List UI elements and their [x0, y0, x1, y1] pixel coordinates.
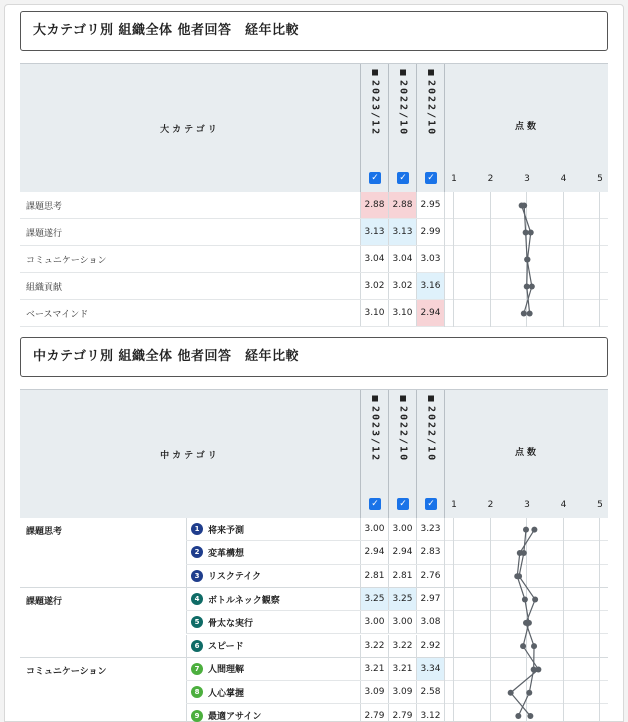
data-point [521, 311, 527, 317]
data-point [535, 666, 541, 672]
number-badge-icon: 9 [191, 710, 203, 722]
data-point [522, 597, 528, 603]
data-point [529, 284, 535, 290]
major-category-header: 大カテゴリ [160, 125, 220, 135]
score-cell: 2.97 [416, 588, 444, 610]
score-label: 点数 [514, 122, 539, 132]
middle-category-table [20, 389, 608, 722]
data-point [521, 203, 527, 209]
subcategory-text: 骨太な実行 [208, 618, 254, 629]
subcategory-text: スピード [208, 642, 244, 653]
axis-tick-label: 4 [560, 174, 567, 184]
number-badge-icon: 4 [191, 593, 203, 605]
axis-tick-label: 3 [524, 174, 530, 184]
middle-category-header: 中カテゴリ [160, 451, 220, 461]
category-label: ベースマインド [26, 309, 89, 320]
score-cell: 2.94 [360, 541, 388, 563]
score-cell: 3.22 [388, 635, 416, 657]
number-badge-icon: 2 [191, 546, 203, 558]
score-cell: 2.92 [416, 635, 444, 657]
axis-tick-label: 2 [487, 500, 494, 510]
number-badge-icon: 8 [191, 686, 203, 698]
data-point [517, 550, 523, 556]
data-point [531, 527, 537, 533]
subcategory-text: 将来予測 [208, 525, 245, 536]
data-point [527, 311, 533, 317]
score-cell: 2.81 [360, 565, 388, 587]
period-checkbox[interactable]: ✓ [397, 498, 409, 510]
score-label: 点数 [514, 448, 539, 458]
data-point [520, 643, 526, 649]
middle-section-title: 中カテゴリ別 組織全体 他者回答 経年比較 [20, 337, 608, 377]
number-badge-icon: 7 [191, 663, 203, 675]
data-point [514, 573, 520, 579]
score-cell: 3.03 [416, 246, 444, 272]
score-cell: 2.94 [388, 541, 416, 563]
subcategory-text: ボトルネック観察 [208, 595, 280, 606]
score-cell: 3.23 [416, 518, 444, 540]
number-badge-icon: 1 [191, 523, 203, 535]
data-point [526, 690, 532, 696]
data-point [532, 597, 538, 603]
axis-tick-label: 3 [524, 500, 530, 510]
period-checkbox[interactable]: ✓ [425, 172, 437, 184]
period-label: ■2022/10 [397, 67, 409, 137]
score-cell: 2.81 [388, 565, 416, 587]
axis-tick-label: 5 [597, 174, 603, 184]
score-cell: 3.25 [388, 588, 416, 610]
data-point [523, 230, 529, 236]
number-badge-icon: 6 [191, 640, 203, 652]
period-checkbox[interactable]: ✓ [369, 172, 381, 184]
score-cell: 2.88 [360, 192, 388, 218]
data-point [531, 643, 537, 649]
middle-score-plot [20, 389, 608, 722]
data-point [524, 257, 530, 263]
score-cell: 2.79 [360, 704, 388, 722]
score-cell: 3.21 [360, 658, 388, 680]
score-cell: 3.00 [360, 518, 388, 540]
score-cell: 3.21 [388, 658, 416, 680]
score-cell: 3.09 [388, 681, 416, 703]
data-point [515, 713, 521, 719]
score-cell: 2.94 [416, 300, 444, 326]
axis-tick-label: 2 [487, 174, 494, 184]
subcategory-text: 人心掌握 [208, 688, 245, 699]
score-cell: 3.00 [360, 611, 388, 633]
score-cell: 3.16 [416, 273, 444, 299]
category-label: 課題遂行 [26, 228, 63, 239]
score-cell: 2.83 [416, 541, 444, 563]
score-cell: 3.34 [416, 658, 444, 680]
period-checkbox[interactable]: ✓ [397, 172, 409, 184]
period-label: ■2022/10 [425, 393, 437, 463]
axis-tick-label: 5 [597, 500, 603, 510]
score-cell: 2.88 [388, 192, 416, 218]
data-point [508, 690, 514, 696]
axis-tick-label: 1 [451, 174, 457, 184]
score-cell: 2.79 [388, 704, 416, 722]
subcategory-text: 最適アサイン [208, 712, 262, 722]
axis-tick-label: 4 [560, 500, 567, 510]
score-cell: 3.10 [360, 300, 388, 326]
score-cell: 3.09 [360, 681, 388, 703]
period-label: ■2022/10 [397, 393, 409, 463]
score-cell: 3.08 [416, 611, 444, 633]
number-badge-icon: 5 [191, 616, 203, 628]
score-cell: 2.76 [416, 565, 444, 587]
score-cell: 2.99 [416, 219, 444, 245]
group-label: 課題遂行 [26, 596, 63, 607]
score-cell: 3.25 [360, 588, 388, 610]
score-cell: 3.10 [388, 300, 416, 326]
category-label: コミュニケーション [26, 255, 107, 266]
period-checkbox[interactable]: ✓ [369, 498, 381, 510]
score-cell: 3.04 [388, 246, 416, 272]
period-checkbox[interactable]: ✓ [425, 498, 437, 510]
subcategory-text: リスクテイク [208, 572, 262, 583]
group-label: 課題思考 [26, 527, 63, 537]
score-cell: 2.58 [416, 681, 444, 703]
score-cell: 3.02 [388, 273, 416, 299]
score-cell: 3.00 [388, 611, 416, 633]
period-label: ■2023/12 [369, 393, 381, 463]
score-cell: 2.95 [416, 192, 444, 218]
subcategory-text: 変革構想 [208, 548, 245, 559]
period-label: ■2022/10 [425, 67, 437, 137]
score-cell: 3.12 [416, 704, 444, 722]
score-cell: 3.00 [388, 518, 416, 540]
number-badge-icon: 3 [191, 570, 203, 582]
data-point [527, 713, 533, 719]
major-category-table [20, 63, 608, 329]
group-label: コミュニケーション [26, 666, 107, 677]
category-label: 課題思考 [26, 201, 63, 212]
score-cell: 3.02 [360, 273, 388, 299]
data-point [523, 527, 529, 533]
category-label: 組織貢献 [26, 282, 63, 293]
score-cell: 3.04 [360, 246, 388, 272]
major-score-plot [20, 63, 608, 327]
score-cell: 3.13 [388, 219, 416, 245]
data-point [528, 230, 534, 236]
data-point [524, 284, 530, 290]
axis-tick-label: 1 [451, 500, 457, 510]
subcategory-text: 人間理解 [208, 665, 245, 676]
data-point [526, 620, 532, 626]
score-cell: 3.22 [360, 635, 388, 657]
major-section-title: 大カテゴリ別 組織全体 他者回答 経年比較 [20, 11, 608, 51]
period-label: ■2023/12 [369, 67, 381, 137]
score-cell: 3.13 [360, 219, 388, 245]
